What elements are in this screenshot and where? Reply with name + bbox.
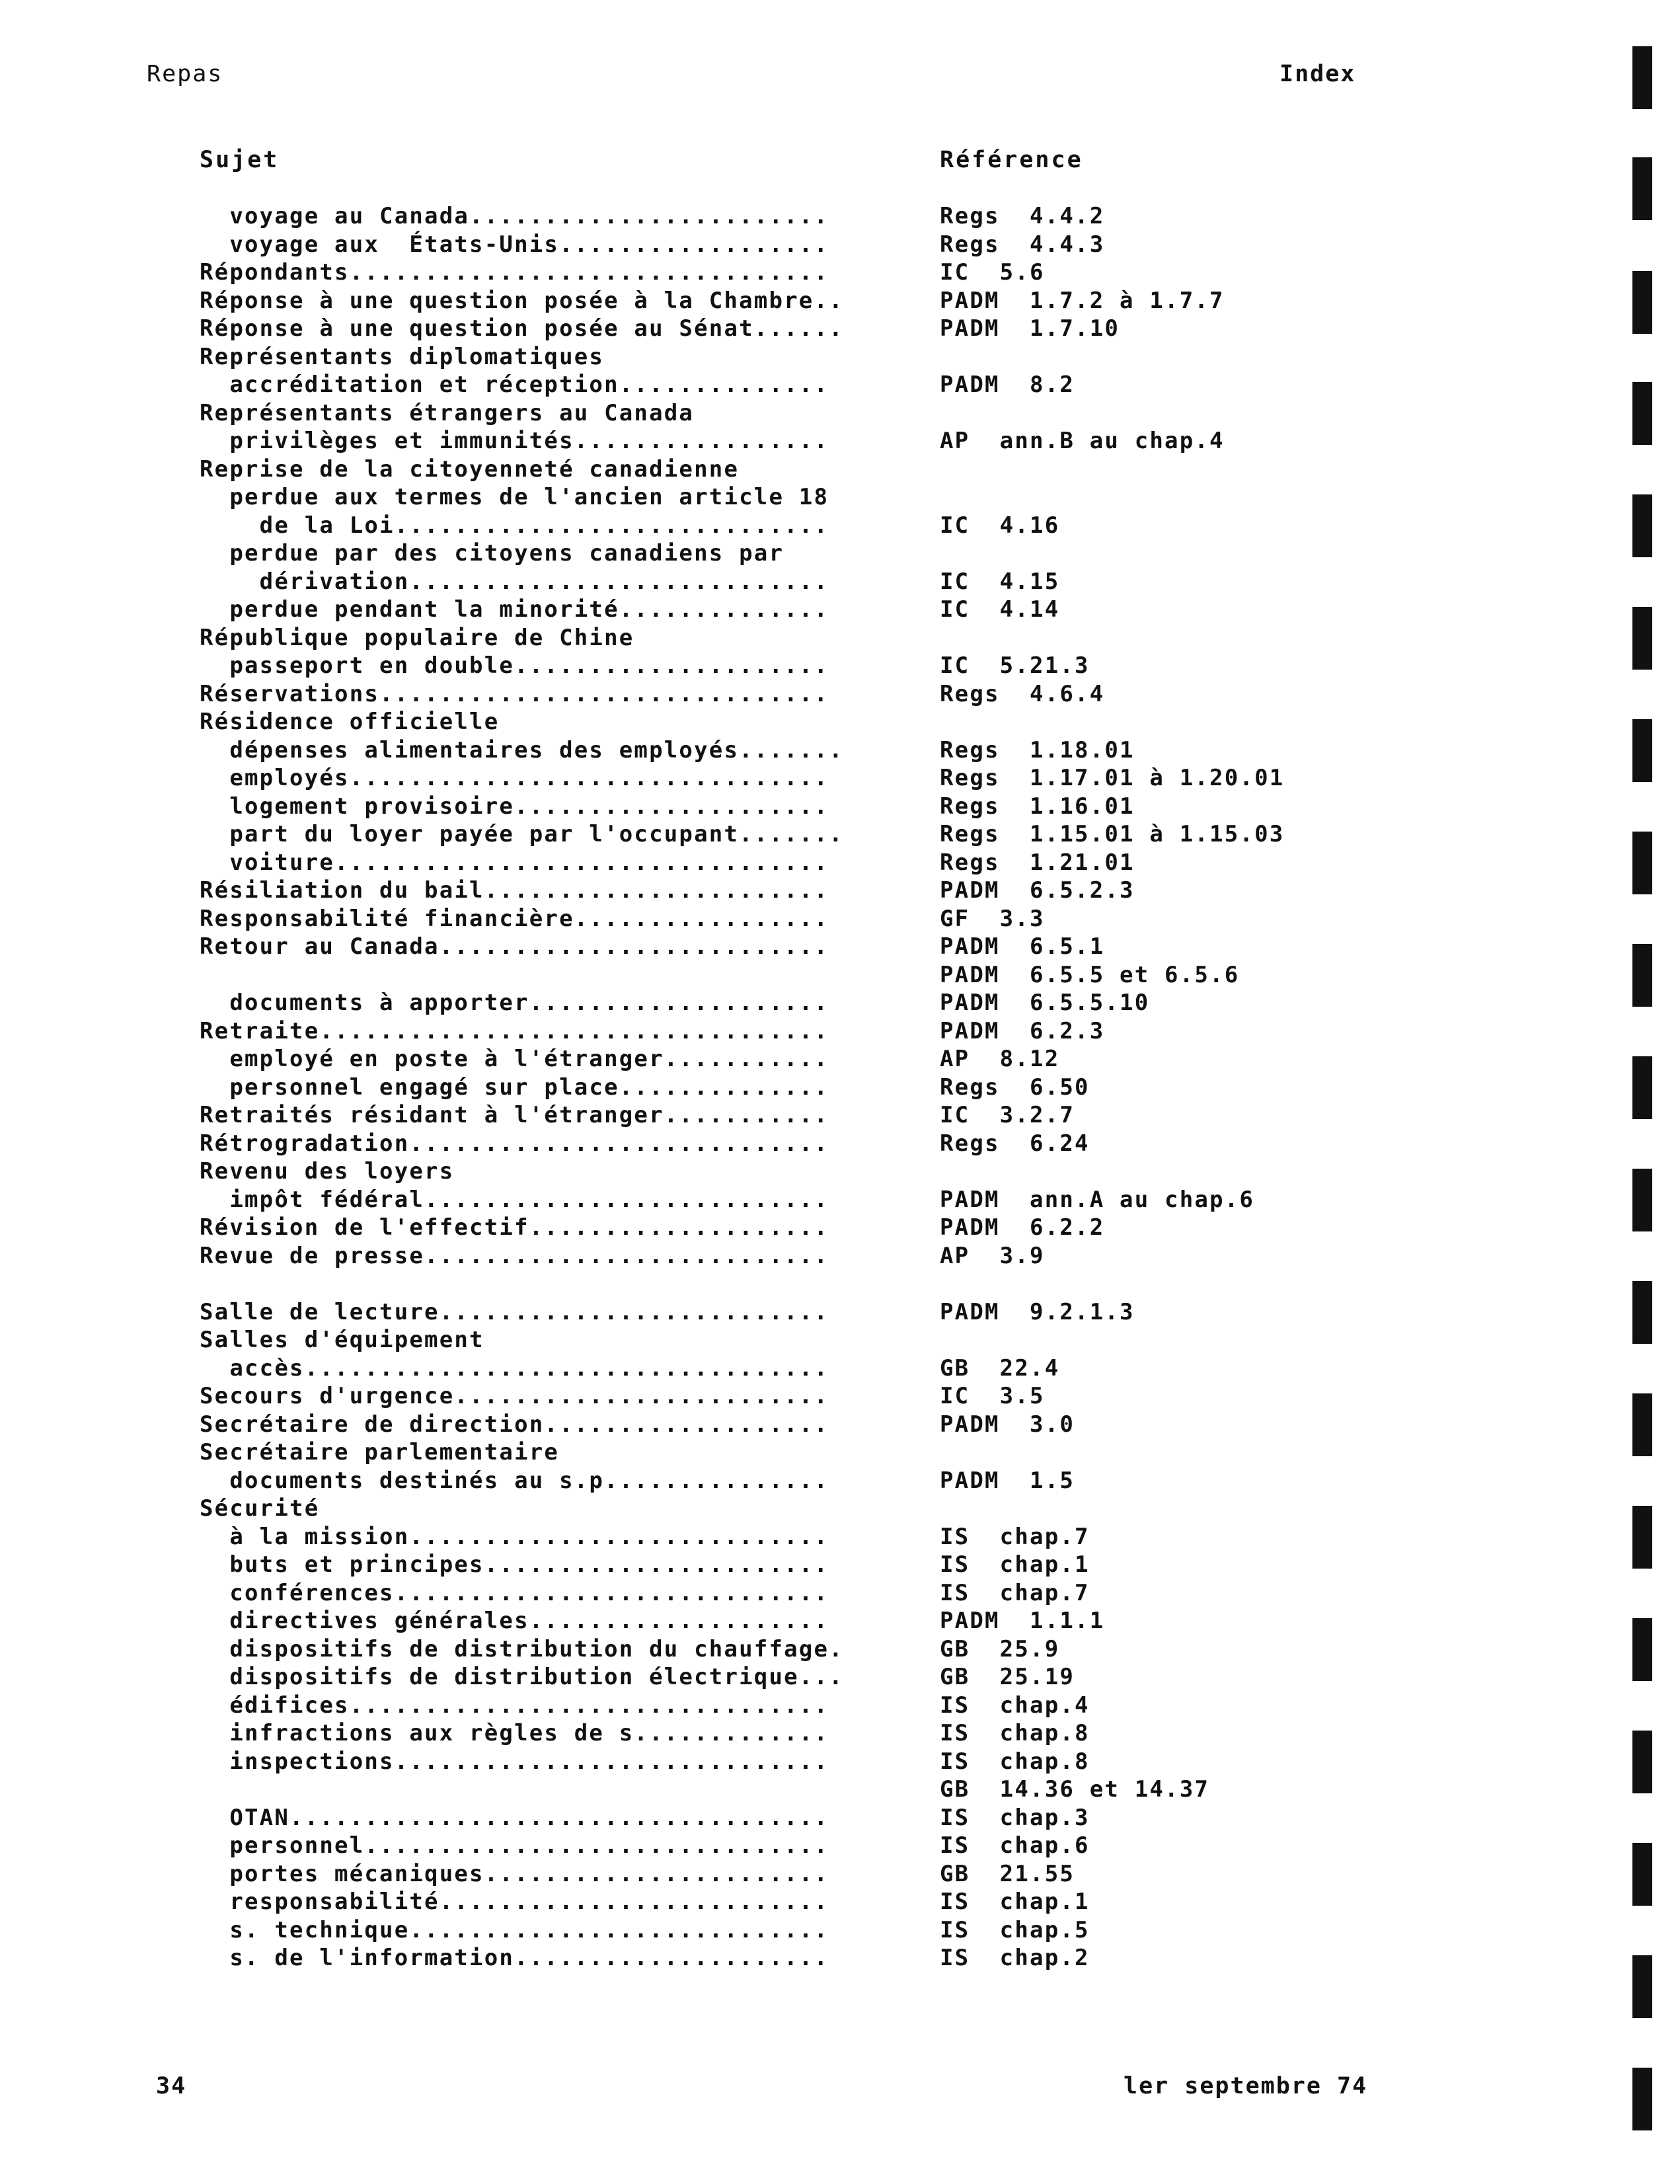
entry-reference: GB 25.19 bbox=[940, 1664, 1075, 1690]
entry-subject: Salles d'équipement bbox=[200, 1327, 484, 1353]
margin-bar bbox=[1632, 1618, 1652, 1681]
entry-subject: Responsabilité financière................. bbox=[200, 905, 829, 932]
entry-reference: Regs 1.15.01 à 1.15.03 bbox=[940, 821, 1285, 847]
entry-subject: édifices................................ bbox=[200, 1692, 829, 1719]
index-entry bbox=[200, 961, 1389, 990]
entry-subject: à la mission............................ bbox=[200, 1523, 829, 1550]
margin-bar bbox=[1632, 832, 1652, 894]
index-entry bbox=[200, 483, 1389, 512]
entry-subject: documents destinés au s.p............... bbox=[200, 1467, 829, 1494]
entry-reference: GB 22.4 bbox=[940, 1354, 1060, 1382]
entry-reference: IC 5.6 bbox=[940, 259, 1045, 286]
index-entry bbox=[200, 1186, 1389, 1214]
entry-reference: Regs 1.17.01 à 1.20.01 bbox=[940, 765, 1285, 791]
index-entry bbox=[200, 1916, 1389, 1945]
entry-subject: dépenses alimentaires des employés....... bbox=[200, 736, 844, 763]
entry-reference: GB 25.9 bbox=[940, 1635, 1060, 1662]
entry-reference: PADM 8.2 bbox=[940, 371, 1075, 398]
entry-reference: AP ann.B au chap.4 bbox=[940, 428, 1225, 454]
margin-bar bbox=[1632, 1955, 1652, 2018]
entry-subject: employé en poste à l'étranger........... bbox=[200, 1046, 829, 1072]
index-entry bbox=[200, 933, 1389, 961]
entry-subject: passeport en double..................... bbox=[200, 652, 829, 679]
entry-subject: dispositifs de distribution du chauffage. bbox=[200, 1635, 844, 1662]
index-entry bbox=[200, 1438, 1389, 1467]
entry-subject: part du loyer payée par l'occupant....... bbox=[200, 821, 844, 847]
entry-reference: PADM ann.A au chap.6 bbox=[940, 1186, 1255, 1213]
entry-subject: Réponse à une question posée à la Chambre.. bbox=[200, 287, 844, 314]
entry-subject: impôt fédéral........................... bbox=[200, 1186, 829, 1213]
index-entry bbox=[200, 1242, 1389, 1270]
index-entry bbox=[200, 1944, 1389, 1972]
entry-subject: perdue aux termes de l'ancien article 18 bbox=[200, 484, 829, 510]
index-entry bbox=[200, 539, 1389, 568]
entry-subject: personnel............................... bbox=[200, 1832, 829, 1859]
entry-subject: Secrétaire parlementaire bbox=[200, 1439, 560, 1465]
margin-bar bbox=[1632, 1731, 1652, 1793]
entry-reference: IC 4.16 bbox=[940, 512, 1060, 539]
entry-reference: PADM 1.1.1 bbox=[940, 1608, 1105, 1634]
index-entry bbox=[200, 1579, 1389, 1608]
index-entry bbox=[200, 1719, 1389, 1748]
index-entry bbox=[200, 596, 1389, 624]
entry-subject: s. technique............................ bbox=[200, 1916, 829, 1943]
entry-reference: Regs 4.4.3 bbox=[940, 231, 1105, 258]
entry-reference: GB 21.55 bbox=[940, 1860, 1075, 1887]
entry-reference: Regs 6.24 bbox=[940, 1130, 1090, 1157]
index-entry bbox=[200, 427, 1389, 455]
index-entry bbox=[200, 1214, 1389, 1242]
margin-bar bbox=[1632, 607, 1652, 670]
index-entry bbox=[200, 708, 1389, 736]
entry-subject: Réponse à une question posée au Sénat...... bbox=[200, 315, 844, 342]
entry-subject: directives générales.................... bbox=[200, 1608, 829, 1634]
margin-bar bbox=[1632, 46, 1652, 109]
entry-reference: PADM 6.5.2.3 bbox=[940, 877, 1135, 904]
entry-subject: personnel engagé sur place.............. bbox=[200, 1073, 829, 1101]
entry-reference: Regs 1.16.01 bbox=[940, 793, 1135, 820]
entry-subject: voyage au Canada........................ bbox=[200, 203, 829, 229]
entry-subject: portes mécaniques....................... bbox=[200, 1860, 829, 1887]
index-entry bbox=[200, 399, 1389, 428]
entry-reference: IC 4.14 bbox=[940, 596, 1060, 623]
index-entry bbox=[200, 343, 1389, 371]
entry-reference: IC 3.2.7 bbox=[940, 1102, 1075, 1128]
index-entry bbox=[200, 905, 1389, 933]
entry-reference: IS chap.3 bbox=[940, 1804, 1090, 1831]
margin-bar bbox=[1632, 157, 1652, 220]
index-entry bbox=[200, 1860, 1389, 1889]
entry-subject: dérivation............................ bbox=[200, 568, 829, 595]
entry-reference: IC 3.5 bbox=[940, 1383, 1045, 1409]
entry-reference: IS chap.8 bbox=[940, 1748, 1090, 1775]
entry-subject: inspections............................. bbox=[200, 1748, 829, 1775]
margin-bar bbox=[1632, 1281, 1652, 1344]
entry-reference: PADM 6.5.5 et 6.5.6 bbox=[940, 961, 1240, 988]
entry-subject: Salle de lecture.......................... bbox=[200, 1298, 829, 1325]
entry-reference: PADM 6.5.1 bbox=[940, 933, 1105, 960]
index-entry bbox=[200, 568, 1389, 596]
entry-subject: employés................................ bbox=[200, 765, 829, 791]
entry-subject: privilèges et immunités................. bbox=[200, 428, 829, 454]
entry-subject: documents à apporter.................... bbox=[200, 990, 829, 1016]
index-entry bbox=[200, 1775, 1389, 1804]
entry-subject: Retraite.................................. bbox=[200, 1017, 829, 1044]
entry-reference: PADM 6.2.2 bbox=[940, 1214, 1105, 1241]
index-entry bbox=[200, 202, 1389, 231]
margin-bar bbox=[1632, 719, 1652, 782]
margin-bar bbox=[1632, 382, 1652, 445]
index-entry bbox=[200, 1157, 1389, 1186]
entry-subject: Revenu des loyers bbox=[200, 1158, 455, 1185]
entry-subject: Reprise de la citoyenneté canadienne bbox=[200, 455, 740, 483]
column-header-subject: Sujet bbox=[200, 147, 280, 173]
entry-reference: IC 5.21.3 bbox=[940, 652, 1090, 679]
entry-reference: IS chap.7 bbox=[940, 1579, 1090, 1606]
index-entry bbox=[200, 231, 1389, 259]
page-date: ler septembre 74 bbox=[1124, 2073, 1368, 2099]
entry-subject: s. de l'information..................... bbox=[200, 1945, 829, 1971]
entry-reference: GB 14.36 et 14.37 bbox=[940, 1776, 1210, 1803]
entry-subject: Répondants................................ bbox=[200, 259, 829, 286]
margin-bar bbox=[1632, 2068, 1652, 2130]
entry-subject: Sécurité bbox=[200, 1495, 320, 1522]
index-entry bbox=[200, 1888, 1389, 1916]
entry-subject: Représentants étrangers au Canada bbox=[200, 399, 695, 426]
index-entry bbox=[200, 849, 1389, 877]
index-entry bbox=[200, 512, 1389, 540]
entry-subject: dispositifs de distribution électrique... bbox=[200, 1664, 844, 1690]
entry-subject: perdue par des citoyens canadiens par bbox=[200, 540, 784, 566]
index-entry bbox=[200, 736, 1389, 765]
margin-bar bbox=[1632, 1169, 1652, 1231]
entry-reference: PADM 1.7.2 à 1.7.7 bbox=[940, 287, 1225, 314]
entry-reference: PADM 6.5.5.10 bbox=[940, 990, 1150, 1016]
index-entry bbox=[200, 820, 1389, 849]
entry-reference: PADM 1.5 bbox=[940, 1467, 1075, 1494]
margin-bar bbox=[1632, 271, 1652, 334]
entry-subject: Revue de presse........................... bbox=[200, 1242, 829, 1269]
margin-bar bbox=[1632, 494, 1652, 557]
entry-reference: GF 3.3 bbox=[940, 905, 1045, 932]
entry-reference: IS chap.1 bbox=[940, 1889, 1090, 1915]
margin-bar bbox=[1632, 1843, 1652, 1906]
index-entry bbox=[200, 315, 1389, 343]
index-entry bbox=[200, 1551, 1389, 1579]
entry-subject: de la Loi............................. bbox=[200, 512, 829, 539]
index-entry bbox=[200, 1270, 1389, 1298]
entry-reference: Regs 1.21.01 bbox=[940, 849, 1135, 876]
index-entry bbox=[200, 1495, 1389, 1523]
entry-subject: Réservations.............................. bbox=[200, 680, 829, 707]
index-entry bbox=[200, 1467, 1389, 1495]
index-entry bbox=[200, 1073, 1389, 1102]
index-entry bbox=[200, 680, 1389, 709]
index-entry bbox=[200, 1382, 1389, 1411]
entry-reference: Regs 1.18.01 bbox=[940, 736, 1135, 763]
index-entry bbox=[200, 793, 1389, 821]
index-entry bbox=[200, 652, 1389, 680]
page-number: 34 bbox=[156, 2073, 187, 2099]
entry-subject: Résiliation du bail....................... bbox=[200, 877, 829, 904]
entry-reference: IS chap.7 bbox=[940, 1523, 1090, 1550]
entry-reference: AP 8.12 bbox=[940, 1046, 1060, 1072]
entry-subject: conférences............................. bbox=[200, 1579, 829, 1606]
index-entry bbox=[200, 287, 1389, 315]
entry-reference: Regs 6.50 bbox=[940, 1073, 1090, 1101]
entry-subject: logement provisoire..................... bbox=[200, 793, 829, 820]
index-entry bbox=[200, 1411, 1389, 1439]
entry-subject: Rétrogradation............................ bbox=[200, 1130, 829, 1157]
index-entry bbox=[200, 1663, 1389, 1692]
entry-reference: IS chap.2 bbox=[940, 1945, 1090, 1971]
index-entry bbox=[200, 764, 1389, 793]
entry-subject: accréditation et réception.............. bbox=[200, 371, 829, 398]
column-header-reference: Référence bbox=[940, 147, 1083, 173]
index-entry bbox=[200, 1523, 1389, 1551]
entry-subject: Retraités résidant à l'étranger........... bbox=[200, 1102, 829, 1128]
running-header-left: Repas bbox=[147, 61, 223, 87]
index-entry bbox=[200, 1298, 1389, 1327]
index-entry bbox=[200, 1748, 1389, 1776]
entry-reference: PADM 1.7.10 bbox=[940, 315, 1120, 342]
entry-reference: IS chap.6 bbox=[940, 1832, 1090, 1859]
entry-subject: OTAN.................................... bbox=[200, 1804, 829, 1831]
running-header-right: Index bbox=[1279, 61, 1356, 87]
index-entry bbox=[200, 877, 1389, 905]
entry-subject: voyage aux États-Unis.................. bbox=[200, 231, 829, 258]
index-entry bbox=[200, 1832, 1389, 1860]
entry-reference: IS chap.4 bbox=[940, 1692, 1090, 1719]
index-entry bbox=[200, 1017, 1389, 1046]
entry-subject: Retour au Canada.......................... bbox=[200, 933, 829, 960]
index-entry bbox=[200, 1635, 1389, 1664]
index-entry bbox=[200, 455, 1389, 484]
index-entry bbox=[200, 1130, 1389, 1158]
entry-subject: accès................................... bbox=[200, 1354, 829, 1382]
index-entry bbox=[200, 1692, 1389, 1720]
entry-reference: IS chap.5 bbox=[940, 1916, 1090, 1943]
index-list bbox=[200, 202, 1389, 1972]
index-entry bbox=[200, 1607, 1389, 1635]
margin-bar bbox=[1632, 1056, 1652, 1119]
entry-subject: responsabilité.......................... bbox=[200, 1889, 829, 1915]
entry-reference: PADM 3.0 bbox=[940, 1411, 1075, 1438]
index-entry bbox=[200, 371, 1389, 399]
index-entry bbox=[200, 1101, 1389, 1130]
margin-bar bbox=[1632, 1506, 1652, 1569]
entry-reference: PADM 6.2.3 bbox=[940, 1017, 1105, 1044]
index-entry bbox=[200, 1804, 1389, 1832]
entry-reference: IS chap.1 bbox=[940, 1551, 1090, 1578]
entry-subject: Secrétaire de direction................... bbox=[200, 1411, 829, 1438]
index-entry bbox=[200, 989, 1389, 1017]
entry-subject: perdue pendant la minorité.............. bbox=[200, 596, 829, 623]
entry-reference: Regs 4.6.4 bbox=[940, 680, 1105, 707]
entry-reference: PADM 9.2.1.3 bbox=[940, 1298, 1135, 1325]
entry-subject: Révision de l'effectif.................... bbox=[200, 1214, 829, 1241]
entry-reference: IC 4.15 bbox=[940, 568, 1060, 595]
entry-subject: Résidence officielle bbox=[200, 709, 500, 735]
entry-subject: infractions aux règles de s............. bbox=[200, 1720, 829, 1746]
index-entry bbox=[200, 1354, 1389, 1383]
margin-bar bbox=[1632, 1393, 1652, 1456]
entry-reference: Regs 4.4.2 bbox=[940, 203, 1105, 229]
entry-subject: buts et principes....................... bbox=[200, 1551, 829, 1578]
entry-subject: Représentants diplomatiques bbox=[200, 343, 605, 370]
index-entry bbox=[200, 258, 1389, 287]
entry-subject: voiture................................. bbox=[200, 849, 829, 876]
entry-reference: AP 3.9 bbox=[940, 1242, 1045, 1269]
margin-bar bbox=[1632, 944, 1652, 1007]
entry-reference: IS chap.8 bbox=[940, 1720, 1090, 1746]
index-entry bbox=[200, 1326, 1389, 1354]
entry-subject: Secours d'urgence......................... bbox=[200, 1383, 829, 1409]
entry-subject: République populaire de Chine bbox=[200, 624, 634, 651]
index-entry bbox=[200, 624, 1389, 652]
index-entry bbox=[200, 1045, 1389, 1073]
